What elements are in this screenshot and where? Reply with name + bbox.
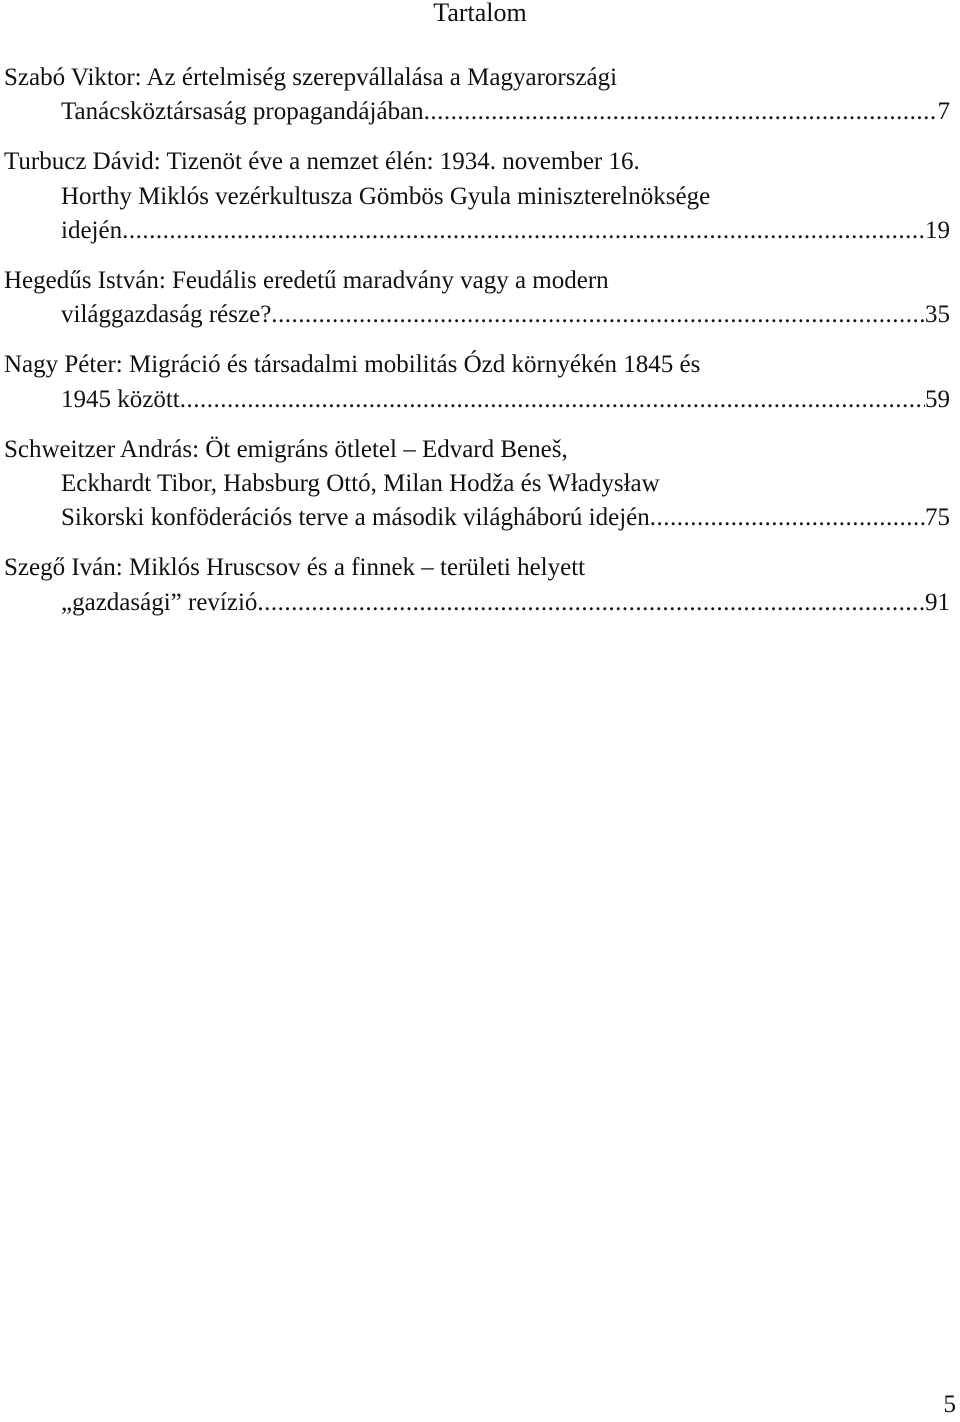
toc-entry-page: 19 [925, 216, 950, 244]
toc-entry-title-line: Szabó Viktor: Az értelmiség szerepvállalása a Magyarországi [4, 64, 618, 91]
toc-entry-title-line: Nagy Péter: Migráció és társadalmi mobilitás Ózd környékén 1845 és [4, 351, 701, 379]
toc-entry-title-line: Schweitzer András: Öt emigráns ötletel – Edvard Beneš, [4, 435, 568, 463]
toc-entry[interactable] [4, 433, 950, 536]
toc-entry-page: 91 [925, 588, 950, 616]
toc-entry-page: 59 [925, 385, 950, 413]
toc-entry-page: 7 [937, 98, 950, 126]
toc-entry-title-line: Hegedűs István: Feudális eredetű maradvány vagy a modern [4, 266, 609, 294]
page-title: Tartalom [433, 0, 527, 27]
dot-leader [180, 383, 925, 417]
toc-entry-last-line [4, 214, 950, 248]
toc-entry[interactable] [4, 145, 950, 248]
dot-leader [271, 298, 925, 332]
toc-entry-last-line [4, 501, 950, 535]
toc-entry-last-line [4, 95, 950, 129]
dot-leader [650, 501, 925, 535]
toc-entry-title-line: Turbucz Dávid: Tizenöt éve a nemzet élén: 1934. november 16. [4, 148, 640, 176]
table-of-contents [4, 61, 950, 636]
toc-entry-title-end: világgazdaság része? [61, 301, 272, 329]
dot-leader [122, 214, 925, 248]
page-number: 5 [943, 1391, 956, 1418]
dot-leader [424, 95, 938, 129]
toc-entry-title-end: Tanácsköztársaság propagandájában [61, 98, 424, 126]
toc-entry[interactable] [4, 61, 950, 129]
toc-entry-last-line [4, 298, 950, 332]
toc-entry[interactable] [4, 264, 950, 332]
toc-entry-title-end: „gazdasági” revízió [61, 588, 258, 616]
toc-entry-title-line: Horthy Miklós vezérkultusza Gömbös Gyula miniszterelnöksége [61, 182, 711, 210]
toc-entry-title-end: 1945 között [61, 385, 180, 413]
toc-entry-title-end: idején [61, 216, 123, 244]
toc-entry-last-line [4, 586, 950, 620]
toc-entry-title-line: Szegő Iván: Miklós Hruscsov és a finnek – területi helyett [4, 554, 586, 582]
toc-entry-last-line [4, 383, 950, 417]
toc-entry-page: 35 [925, 301, 950, 329]
toc-entry-title-line: Eckhardt Tibor, Habsburg Ottó, Milan Hodža és Władysław [61, 469, 660, 497]
toc-entry[interactable] [4, 551, 950, 619]
dot-leader [257, 586, 925, 620]
toc-entry[interactable] [4, 348, 950, 416]
toc-entry-title-end: Sikorski konföderációs terve a második világháború idején [61, 504, 650, 532]
toc-entry-page: 75 [925, 504, 950, 532]
